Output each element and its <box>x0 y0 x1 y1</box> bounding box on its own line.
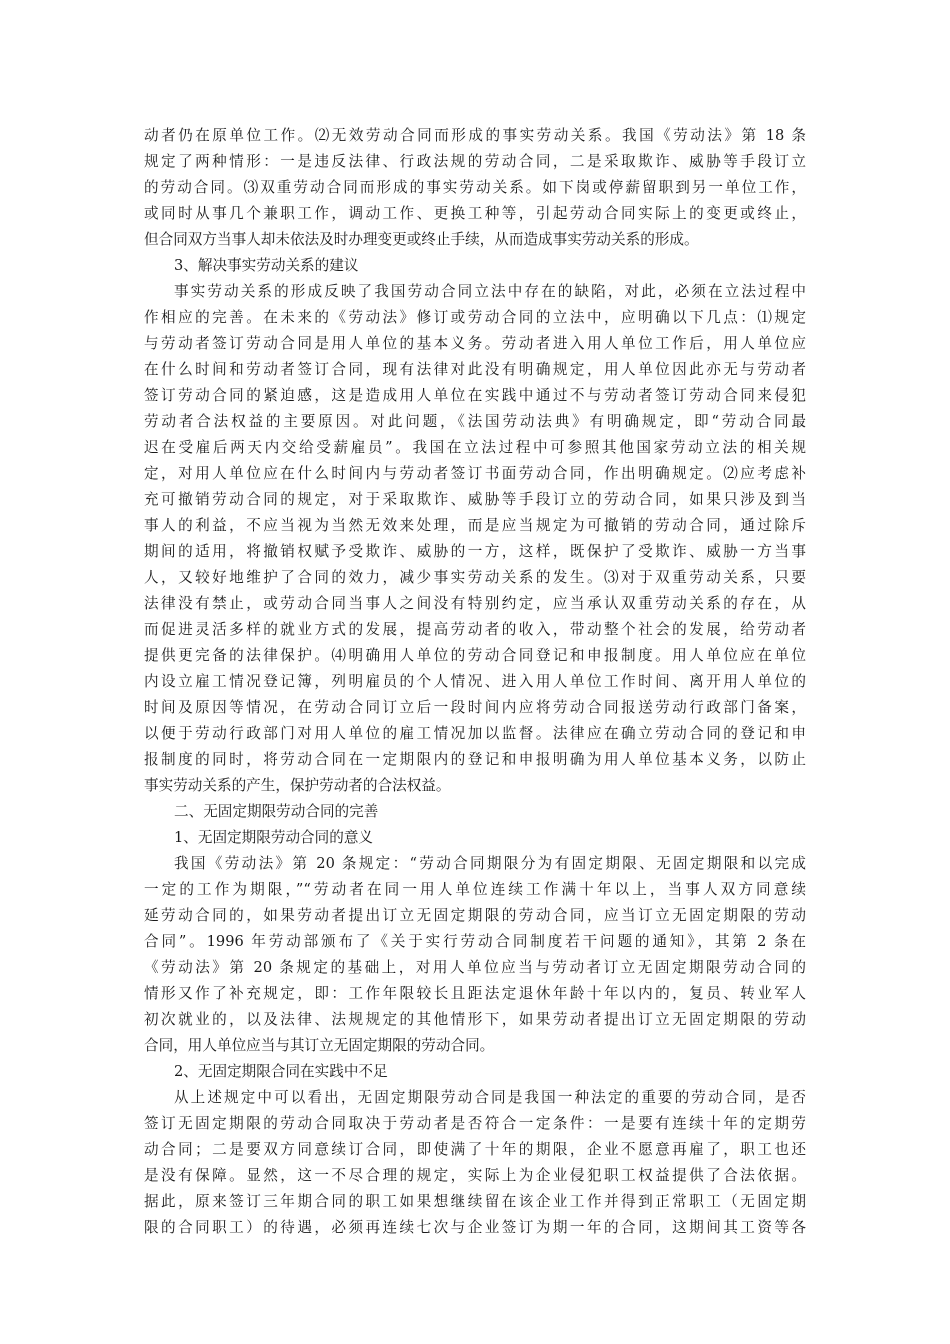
text-line: 劳动者合法权益的主要原因。对此问题，《法国劳动法典》有明确规定，即“劳动合同最 <box>144 413 806 430</box>
text-line: 是没有保障。显然，这一不尽合理的规定，实际上为企业侵犯职工权益提供了合法依据。 <box>144 1167 806 1184</box>
text-line: 《劳动法》第 20 条规定的基础上，对用人单位应当与劳动者订立无固定期限劳动合同的 <box>144 959 806 976</box>
text-line: 定，对用人单位应在什么时间内与劳动者签订书面劳动合同，作出明确规定。⑵应考虑补 <box>144 465 806 482</box>
text-line: 在什么时间和劳动者签订合同，现有法律对此没有明确规定，用人单位因此亦无与劳动者 <box>144 361 806 378</box>
subsection-heading: 2、无固定期限合同在实践中不足 <box>174 1063 388 1080</box>
text-line: 签订无固定期限的劳动合同取决于劳动者是否符合一定条件：一是要有连续十年的定期劳 <box>144 1115 806 1132</box>
text-line: 一定的工作为期限，”“劳动者在同一用人单位连续工作满十年以上，当事人双方同意续 <box>144 881 806 898</box>
section-heading: 二、无固定期限劳动合同的完善 <box>174 803 379 820</box>
text-line: 情形又作了补充规定，即：工作年限较长且距法定退休年龄十年以内的，复员、转业军人 <box>144 985 806 1002</box>
text-line: 合同”。1996 年劳动部颁布了《关于实行劳动合同制度若干问题的通知》，其第 2 条在 <box>144 933 806 950</box>
text-line: 或同时从事几个兼职工作，调动工作、更换工种等，引起劳动合同实际上的变更或终止， <box>144 205 806 222</box>
text-line: 法律没有禁止，或劳动合同当事人之间没有特别约定，应当承认双重劳动关系的存在，从 <box>144 595 806 612</box>
text-line: 提供更完备的法律保护。⑷明确用人单位的劳动合同登记和申报制度。用人单位应在单位 <box>144 647 806 664</box>
text-line: 签订劳动合同的紧迫感，这是造成用人单位在实践中通过不与劳动者签订劳动合同来侵犯 <box>144 387 806 404</box>
text-line: 从上述规定中可以看出，无固定期限劳动合同是我国一种法定的重要的劳动合同，是否 <box>174 1089 806 1106</box>
section-heading: 3、解决事实劳动关系的建议 <box>174 257 359 274</box>
text-line: 初次就业的，以及法律、法规规定的其他情形下，如果劳动者提出订立无固定期限的劳动 <box>144 1011 806 1028</box>
text-line: 以便于劳动行政部门对用人单位的雇工情况加以监督。法律应在确立劳动合同的登记和申 <box>144 725 806 742</box>
text-line: 而促进灵活多样的就业方式的发展，提高劳动者的收入，带动整个社会的发展，给劳动者 <box>144 621 806 638</box>
paragraph-suggestions <box>144 279 806 799</box>
text-line: 事人的利益，不应当视为当然无效来处理，而是应当规定为可撤销的劳动合同，通过除斥 <box>144 517 806 534</box>
text-line: 事实劳动关系的形成反映了我国劳动合同立法中存在的缺陷，对此，必须在立法过程中 <box>174 283 806 300</box>
text-line: 我国《劳动法》第 20 条规定：“劳动合同期限分为有固定期限、无固定期限和以完成 <box>174 855 806 872</box>
text-line: 人，又较好地维护了合同的效力，减少事实劳动关系的发生。⑶对于双重劳动关系，只要 <box>144 569 806 586</box>
text-line: 与劳动者签订劳动合同是用人单位的基本义务。劳动者进入用人单位工作后，用人单位应 <box>144 335 806 352</box>
text-line: 充可撤销劳动合同的规定，对于采取欺诈、威胁等手段订立的劳动合同，如果只涉及到当 <box>144 491 806 508</box>
text-line: 动者仍在原单位工作。⑵无效劳动合同而形成的事实劳动关系。我国《劳动法》第 18 条 <box>144 127 806 144</box>
text-line: 规定了两种情形：一是违反法律、行政法规的劳动合同，二是采取欺诈、威胁等手段订立 <box>144 153 806 170</box>
text-line: 内设立雇工情况登记簿，列明雇员的个人情况、进入用人单位工作时间、离开用人单位的 <box>144 673 806 690</box>
text-line: 限的合同职工）的待遇，必须再连续七次与企业签订为期一年的合同，这期间其工资等各 <box>144 1219 806 1236</box>
text-line: 作相应的完善。在未来的《劳动法》修订或劳动合同的立法中，应明确以下几点：⑴规定 <box>144 309 806 326</box>
text-line: 期间的适用，将撤销权赋予受欺诈、威胁的一方，这样，既保护了受欺诈、威胁一方当事 <box>144 543 806 560</box>
text-line: 延劳动合同的，如果劳动者提出订立无固定期限的劳动合同，应当订立无固定期限的劳动 <box>144 907 806 924</box>
text-line: 动合同；二是要双方同意续订合同，即使满了十年的期限，企业不愿意再雇了，职工也还 <box>144 1141 806 1158</box>
paragraph-fact-labor-causes <box>144 123 806 253</box>
text-line: 据此，原来签订三年期合同的职工如果想继续留在该企业工作并得到正常职工（无固定期 <box>144 1193 806 1210</box>
paragraph-practice-shortcomings <box>144 1085 806 1241</box>
text-line: 时间及原因等情况，在劳动合同订立后一段时间内应将劳动合同报送劳动行政部门备案， <box>144 699 806 716</box>
paragraph-open-ended-contract-meaning <box>144 851 806 1059</box>
text-line: 的劳动合同。⑶双重劳动合同而形成的事实劳动关系。如下岗或停薪留职到另一单位工作， <box>144 179 806 196</box>
text-line: 报制度的同时，将劳动合同在一定期限内的登记和申报明确为用人单位基本义务，以防止 <box>144 751 806 768</box>
subsection-heading: 1、无固定期限劳动合同的意义 <box>174 829 374 846</box>
text-line: 事实劳动关系的产生，保护劳动者的合法权益。 <box>144 777 451 794</box>
text-line: 但合同双方当事人却未依法及时办理变更或终止手续，从而造成事实劳动关系的形成。 <box>144 231 699 248</box>
document-page <box>144 123 806 1241</box>
text-line: 合同，用人单位应当与其订立无固定期限的劳动合同。 <box>144 1037 495 1054</box>
text-line: 迟在受雇后两天内交给受薪雇员”。我国在立法过程中可参照其他国家劳动立法的相关规 <box>144 439 806 456</box>
